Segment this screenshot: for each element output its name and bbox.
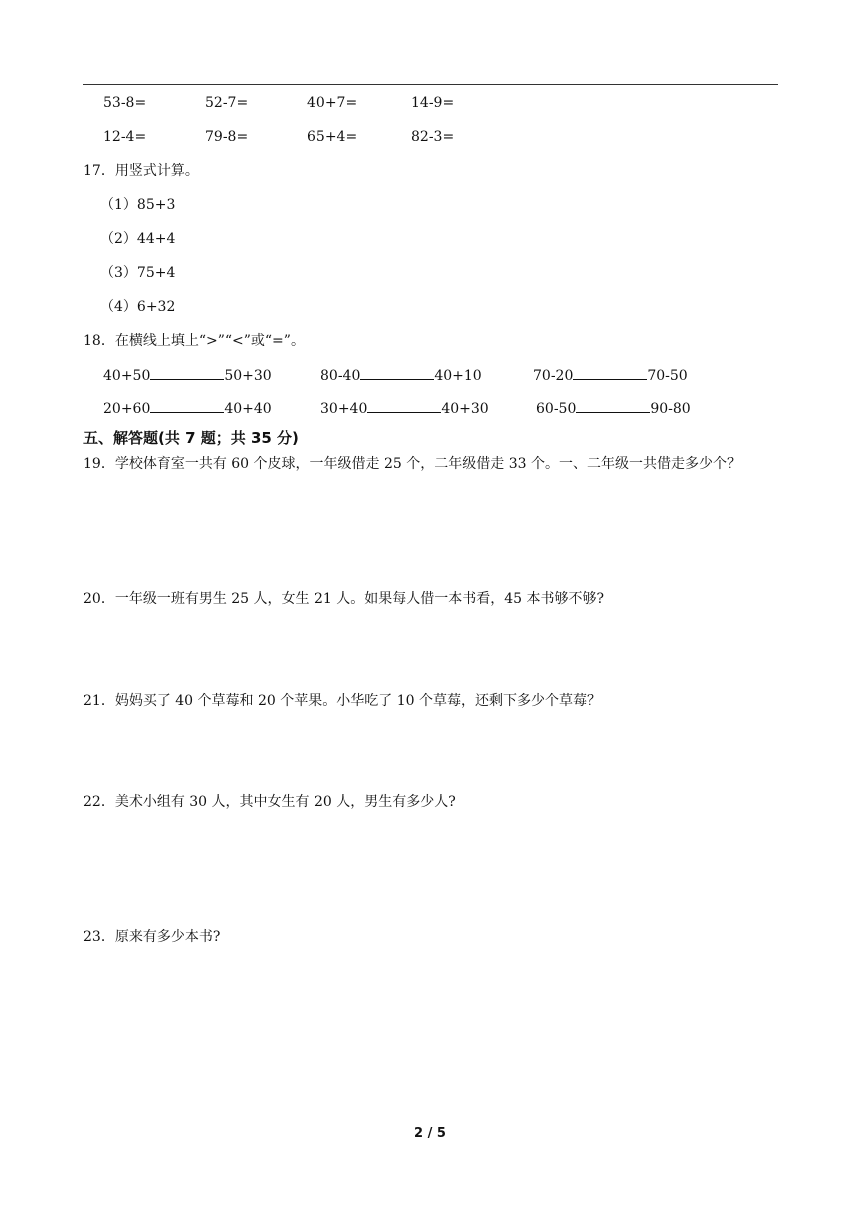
question-17-item: （4）6+32 [100, 299, 176, 315]
question-17-item: （1）85+3 [100, 197, 176, 213]
answer-blank[interactable] [573, 365, 647, 380]
page-number: 2 / 5 [414, 1126, 446, 1141]
compare-left: 20+60 [103, 401, 151, 417]
answer-blank[interactable] [576, 398, 650, 413]
header-rule [83, 84, 778, 85]
compare-left: 40+50 [103, 368, 151, 384]
oral-calc-item: 52-7= [205, 95, 249, 111]
compare-item [533, 365, 688, 386]
oral-calc-item: 14-9= [411, 95, 455, 111]
compare-right: 40+10 [434, 368, 482, 384]
compare-left: 70-20 [533, 368, 574, 384]
compare-item [103, 398, 272, 419]
oral-calc-item: 40+7= [307, 95, 358, 111]
question-17-item: （2）44+4 [100, 231, 176, 247]
question-18-title: 18．在横线上填上“>”“<”或“=”。 [83, 333, 305, 349]
compare-item [320, 398, 489, 419]
compare-item [103, 365, 272, 386]
compare-left: 60-50 [536, 401, 577, 417]
oral-calc-item: 53-8= [103, 95, 147, 111]
section-heading: 五、解答题(共 7 题；共 35 分) [83, 429, 299, 447]
question-17-item: （3）75+4 [100, 265, 176, 281]
oral-calc-item: 65+4= [307, 129, 358, 145]
question-19: 19．学校体育室一共有 60 个皮球，一年级借走 25 个，二年级借走 33 个。一、二年级一共借走多少个？ [83, 456, 741, 472]
compare-item [320, 365, 482, 386]
question-21: 21．妈妈买了 40 个草莓和 20 个苹果。小华吃了 10 个草莓，还剩下多少个草莓？ [83, 693, 601, 709]
compare-right: 70-50 [647, 368, 688, 384]
compare-right: 40+30 [441, 401, 489, 417]
answer-blank[interactable] [150, 398, 224, 413]
question-22: 22．美术小组有 30 人，其中女生有 20 人，男生有多少人? [83, 794, 456, 810]
question-23: 23．原来有多少本书? [83, 929, 221, 945]
compare-right: 40+40 [224, 401, 272, 417]
answer-blank[interactable] [150, 365, 224, 380]
compare-right: 50+30 [224, 368, 272, 384]
compare-item [536, 398, 691, 419]
compare-right: 90-80 [650, 401, 691, 417]
oral-calc-item: 82-3= [411, 129, 455, 145]
oral-calc-item: 12-4= [103, 129, 147, 145]
oral-calc-item: 79-8= [205, 129, 249, 145]
compare-left: 30+40 [320, 401, 368, 417]
compare-left: 80-40 [320, 368, 361, 384]
question-17-title: 17．用竖式计算。 [83, 163, 199, 179]
answer-blank[interactable] [360, 365, 434, 380]
question-20: 20．一年级一班有男生 25 人，女生 21 人。如果每人借一本书看，45 本书够不够? [83, 591, 605, 607]
answer-blank[interactable] [367, 398, 441, 413]
